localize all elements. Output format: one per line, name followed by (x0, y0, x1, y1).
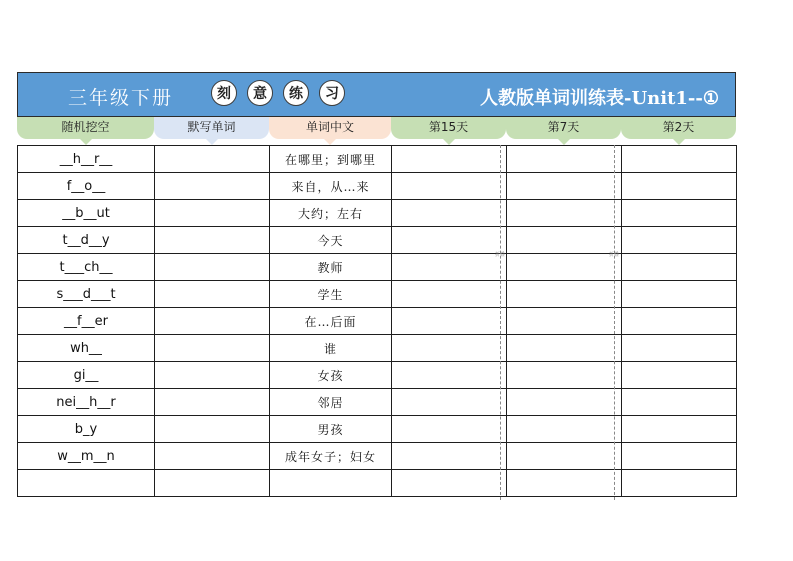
day15-cell[interactable] (392, 389, 507, 416)
day7-cell[interactable] (507, 254, 622, 281)
day2-cell[interactable] (622, 308, 737, 335)
blank-word-cell: gi__ (18, 362, 155, 389)
blank-word-cell: __h__r__ (18, 146, 155, 173)
day15-cell[interactable] (392, 281, 507, 308)
day15-cell[interactable] (392, 227, 507, 254)
badge-char: 习 (319, 80, 345, 106)
dictation-cell[interactable] (155, 173, 270, 200)
dictation-cell[interactable] (155, 227, 270, 254)
table-row (18, 281, 737, 308)
chinese-meaning-cell: 女孩 (270, 362, 392, 389)
day2-cell[interactable] (622, 173, 737, 200)
table-row (18, 227, 737, 254)
blank-word-cell: b_y (18, 416, 155, 443)
chinese-meaning-cell: 大约；左右 (270, 200, 392, 227)
day15-cell[interactable] (392, 173, 507, 200)
blank-word-cell: t___ch__ (18, 254, 155, 281)
header-day15: 第15天 (391, 117, 506, 139)
dictation-cell[interactable] (155, 146, 270, 173)
table-row (18, 443, 737, 470)
dictation-cell[interactable] (155, 416, 270, 443)
blank-word-cell: t__d__y (18, 227, 155, 254)
blank-word-cell: wh__ (18, 335, 155, 362)
blank-word-cell: s___d___t (18, 281, 155, 308)
header-day2: 第2天 (621, 117, 736, 139)
dictation-cell[interactable] (155, 335, 270, 362)
day15-cell[interactable] (392, 362, 507, 389)
header-random-blank: 随机挖空 (17, 117, 154, 139)
chinese-meaning-cell: 男孩 (270, 416, 392, 443)
chinese-meaning-cell: 教师 (270, 254, 392, 281)
day7-cell[interactable] (507, 416, 622, 443)
day15-cell[interactable] (392, 470, 507, 497)
day15-cell[interactable] (392, 146, 507, 173)
day7-cell[interactable] (507, 200, 622, 227)
day7-cell[interactable] (507, 362, 622, 389)
practice-badges (211, 80, 355, 106)
dictation-cell[interactable] (155, 443, 270, 470)
blank-word-cell (18, 470, 155, 497)
fold-tag: 折叠 (608, 252, 619, 258)
day2-cell[interactable] (622, 200, 737, 227)
dictation-cell[interactable] (155, 389, 270, 416)
fold-tag: 折叠 (494, 252, 505, 258)
header-day7: 第7天 (506, 117, 621, 139)
dictation-cell[interactable] (155, 254, 270, 281)
table-row (18, 389, 737, 416)
header-chinese: 单词中文 (269, 117, 391, 139)
column-headers (17, 117, 736, 145)
chinese-meaning-cell: 今天 (270, 227, 392, 254)
chinese-meaning-cell: 成年女子；妇女 (270, 443, 392, 470)
day7-cell[interactable] (507, 308, 622, 335)
day7-cell[interactable] (507, 146, 622, 173)
day2-cell[interactable] (622, 254, 737, 281)
day2-cell[interactable] (622, 335, 737, 362)
header-dictation: 默写单词 (154, 117, 269, 139)
chinese-meaning-cell (270, 470, 392, 497)
word-table (17, 145, 737, 497)
title-banner (17, 72, 736, 117)
blank-word-cell: w__m__n (18, 443, 155, 470)
blank-word-cell: __b__ut (18, 200, 155, 227)
dictation-cell[interactable] (155, 362, 270, 389)
day15-cell[interactable] (392, 335, 507, 362)
day7-cell[interactable] (507, 389, 622, 416)
grade-title: 三年级下册 (68, 87, 174, 109)
table-row (18, 416, 737, 443)
dictation-cell[interactable] (155, 470, 270, 497)
chinese-meaning-cell: 学生 (270, 281, 392, 308)
day7-cell[interactable] (507, 335, 622, 362)
badge-char: 练 (283, 80, 309, 106)
badge-char: 刻 (211, 80, 237, 106)
day2-cell[interactable] (622, 416, 737, 443)
day7-cell[interactable] (507, 443, 622, 470)
chinese-meaning-cell: 在…后面 (270, 308, 392, 335)
table-row (18, 200, 737, 227)
sheet-title: 人教版单词训练表-Unit1--① (479, 88, 719, 109)
table-row (18, 146, 737, 173)
fold-line (614, 145, 615, 500)
day2-cell[interactable] (622, 362, 737, 389)
table-row (18, 173, 737, 200)
day15-cell[interactable] (392, 308, 507, 335)
day2-cell[interactable] (622, 389, 737, 416)
day7-cell[interactable] (507, 227, 622, 254)
day15-cell[interactable] (392, 416, 507, 443)
table-row (18, 308, 737, 335)
dictation-cell[interactable] (155, 281, 270, 308)
day2-cell[interactable] (622, 227, 737, 254)
badge-char: 意 (247, 80, 273, 106)
day2-cell[interactable] (622, 443, 737, 470)
day2-cell[interactable] (622, 281, 737, 308)
blank-word-cell: nei__h__r (18, 389, 155, 416)
dictation-cell[interactable] (155, 308, 270, 335)
day7-cell[interactable] (507, 173, 622, 200)
chinese-meaning-cell: 来自，从…来 (270, 173, 392, 200)
fold-line (500, 145, 501, 500)
day15-cell[interactable] (392, 443, 507, 470)
chinese-meaning-cell: 邻居 (270, 389, 392, 416)
day15-cell[interactable] (392, 254, 507, 281)
chinese-meaning-cell: 谁 (270, 335, 392, 362)
day7-cell[interactable] (507, 470, 622, 497)
chinese-meaning-cell: 在哪里；到哪里 (270, 146, 392, 173)
table-row (18, 335, 737, 362)
table-row (18, 470, 737, 497)
day7-cell[interactable] (507, 281, 622, 308)
blank-word-cell: f__o__ (18, 173, 155, 200)
table-row (18, 254, 737, 281)
day2-cell[interactable] (622, 470, 737, 497)
day15-cell[interactable] (392, 200, 507, 227)
blank-word-cell: __f__er (18, 308, 155, 335)
day2-cell[interactable] (622, 146, 737, 173)
table-row (18, 362, 737, 389)
worksheet (17, 72, 736, 497)
dictation-cell[interactable] (155, 200, 270, 227)
